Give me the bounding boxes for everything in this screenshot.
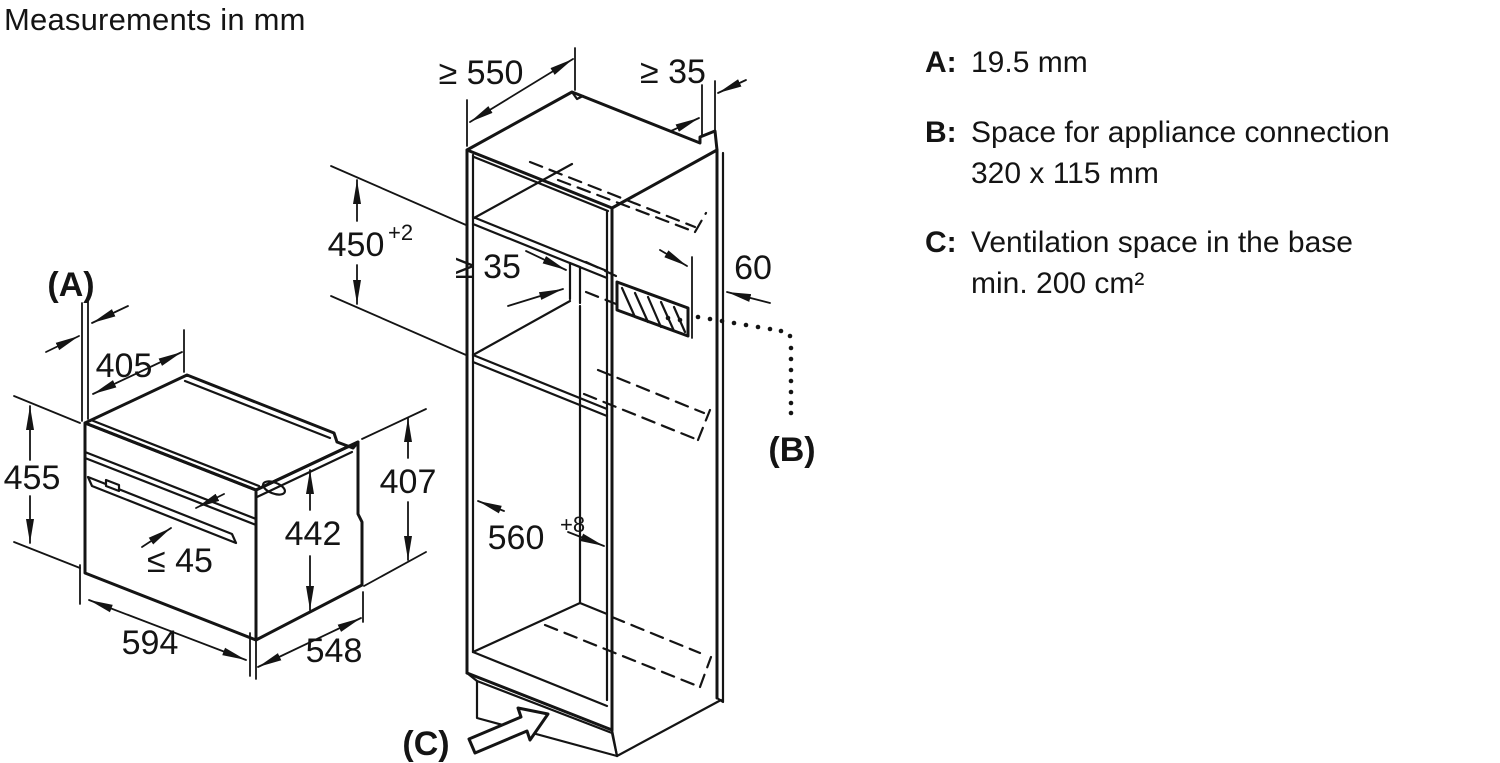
dim-depth-min-label: ≥ 550: [438, 54, 524, 92]
dim-niche-height-tolerance: +2: [388, 220, 414, 245]
cabinet-drawing: [467, 92, 723, 756]
oven-dimensions: [4, 266, 437, 679]
label-a: (A): [47, 266, 95, 304]
legend-text-b-line2: 320 x 115 mm: [971, 157, 1159, 190]
legend-text-b-line1: Space for appliance connection: [971, 116, 1390, 149]
cabinet-dimensions: [328, 48, 816, 763]
dim-niche-height-label: 450: [327, 226, 385, 264]
label-c: (C): [402, 725, 450, 763]
legend-text-a: 19.5 mm: [971, 46, 1088, 79]
dim-455-label: 455: [3, 459, 61, 497]
dim-594-label: 594: [121, 624, 179, 662]
dim-niche-width-tolerance: +8: [560, 512, 586, 537]
legend-text-c-line1: Ventilation space in the base: [971, 226, 1353, 259]
dim-rear-gap-label: 60: [734, 249, 772, 287]
dim-548-label: 548: [305, 632, 363, 670]
dim-407-label: 407: [379, 463, 437, 501]
ventilation-arrow-icon: [469, 708, 548, 753]
dim-405-label: 405: [95, 347, 153, 385]
legend-text-c-line2: min. 200 cm²: [971, 267, 1145, 300]
label-b: (B): [768, 431, 816, 469]
dim-442-label: 442: [284, 515, 342, 553]
legend-key-c: C:: [925, 226, 957, 259]
dim-top-gap-label: ≥ 35: [640, 53, 706, 91]
oven-drawing: [85, 375, 362, 640]
legend-key-b: B:: [925, 116, 957, 149]
dim-niche-width-label: 560: [487, 519, 545, 557]
appliance-connection-area: [617, 250, 692, 338]
page-title: Measurements in mm: [4, 2, 306, 37]
dim-shelf-gap-label: ≥ 35: [455, 248, 521, 286]
legend-key-a: A:: [925, 46, 957, 79]
dim-handle-label: ≤ 45: [147, 542, 213, 580]
